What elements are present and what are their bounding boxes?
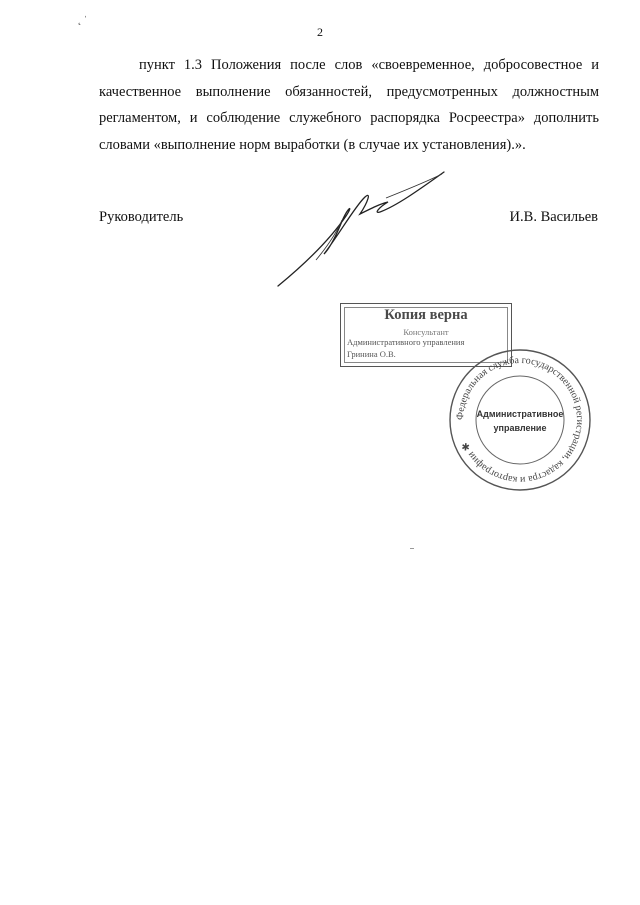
stamp-heading: Копия верна (384, 307, 468, 323)
page-number: 2 (317, 25, 323, 39)
body-paragraph: пункт 1.3 Положения после слов «своевременное, добросовестное и качественное выполнение обязанностей, предусмотренных должностным регламентом, и соблюдение служебного распорядка Росреестра» дополнить словами «выполнение норм выработки (в случае их установления).». (99, 57, 599, 153)
seal-ring-text: Федеральная служба государственной регистрации, кадастра и картографии ✱ (454, 354, 586, 486)
seal-center-line1: Административное (476, 409, 564, 419)
stamp-position-line2: Административного управления (347, 337, 465, 347)
handwritten-signature (276, 168, 451, 288)
signer-title: Руководитель (99, 209, 184, 225)
scan-mark (410, 548, 414, 549)
scan-specks: ˛ ˈ (78, 15, 88, 26)
stamp-person: Гринина О.В. (347, 349, 396, 359)
stamp-position-line1: Консультант (403, 327, 449, 337)
signer-name: И.В. Васильев (509, 209, 598, 225)
round-seal (445, 345, 595, 495)
seal-center-line2: управление (493, 423, 547, 433)
